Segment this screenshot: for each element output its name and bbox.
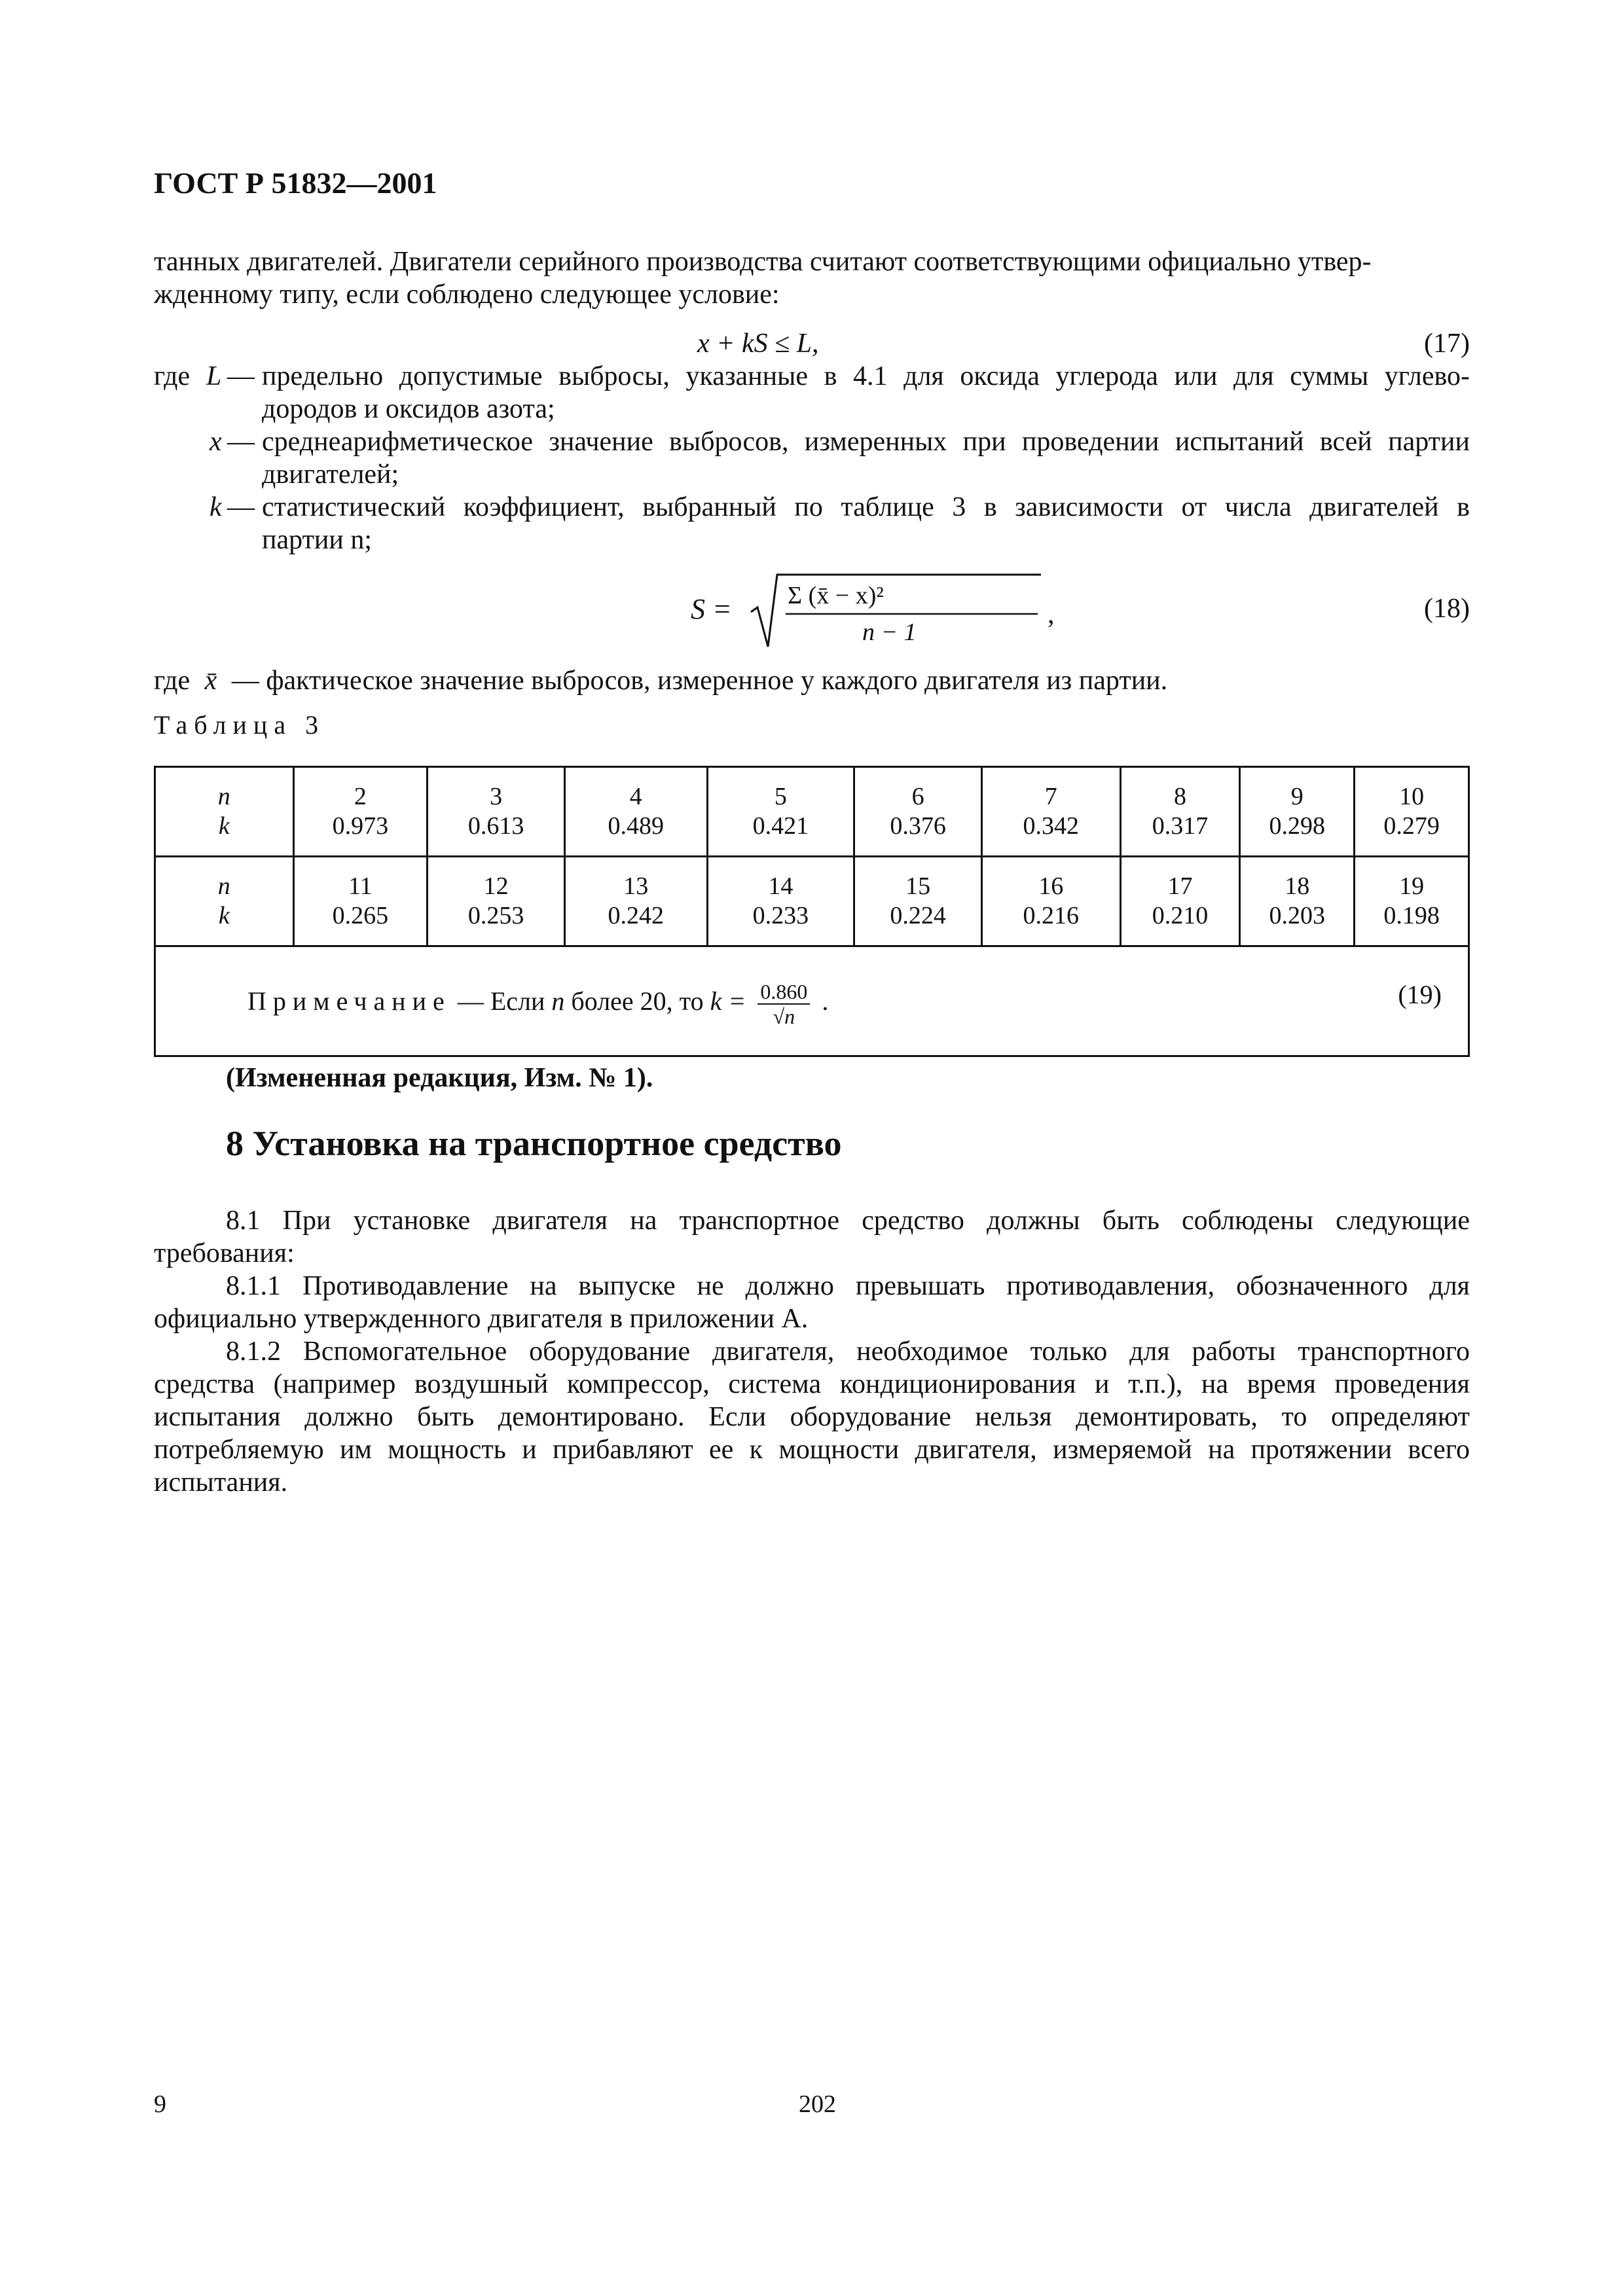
- row-label-cell: [155, 857, 294, 946]
- n-value: 8: [1174, 783, 1187, 810]
- where-list-1: [154, 360, 1470, 556]
- where-desc-x-line2: двигателей;: [262, 459, 399, 490]
- note-text-mid: более 20, то: [571, 986, 704, 1016]
- where-desc-k-line2: партии n;: [262, 525, 373, 555]
- table-cell: [981, 857, 1120, 946]
- k-value: 0.210: [1152, 902, 1209, 929]
- where-dash-k: —: [227, 492, 255, 522]
- equation-18-numerator: Σ (x̄ − x)²: [788, 582, 884, 609]
- n-value: 14: [768, 872, 793, 900]
- document-header: ГОСТ Р 51832—2001: [154, 166, 437, 200]
- k-value: 0.224: [890, 902, 946, 929]
- n-value: 7: [1044, 783, 1057, 810]
- note-var-n: n: [551, 986, 565, 1016]
- where-list-2: [154, 664, 1167, 697]
- k-value: 0.298: [1269, 812, 1326, 840]
- table-cell: [428, 767, 565, 857]
- k-value: 0.242: [608, 902, 664, 929]
- section-8-p2-line2: официально утвержденного двигателя в приложении А.: [154, 1304, 809, 1334]
- n-value: 10: [1399, 783, 1425, 810]
- k-value: 0.279: [1383, 812, 1440, 840]
- table-note-cell: [155, 946, 1469, 1056]
- equation-17: [154, 327, 1470, 360]
- table-cell: [1355, 767, 1469, 857]
- table-cell: [854, 767, 982, 857]
- section-8-p2-line1: 8.1.1 Противодавление на выпуске не должно превышать противодавления, обозначенного для: [226, 1271, 1470, 1301]
- n-value: 15: [905, 872, 931, 900]
- k-value: 0.613: [467, 812, 524, 840]
- table-row: [155, 767, 1469, 857]
- where-dash-x: —: [227, 427, 255, 457]
- table-cell: [1355, 857, 1469, 946]
- page-number-center: 202: [799, 2090, 836, 2118]
- equation-18-number: (18): [1424, 594, 1470, 624]
- where-symbol-L: L: [206, 361, 222, 391]
- note-text-before: — Если: [457, 986, 545, 1016]
- k-value: 0.973: [332, 812, 389, 840]
- n-value: 5: [774, 783, 787, 810]
- where-symbol-x: x: [210, 427, 222, 457]
- equation-18-trail: ,: [1048, 600, 1055, 630]
- k-value: 0.233: [752, 902, 809, 929]
- n-value: 3: [490, 783, 503, 810]
- row-label-k: k: [218, 902, 230, 929]
- table-cell: [564, 857, 707, 946]
- n-value: 17: [1167, 872, 1193, 900]
- table-cell: [564, 767, 707, 857]
- table-cell: [707, 767, 854, 857]
- coefficient-table: [154, 766, 1470, 1057]
- section-8-p3-line3: испытания должно быть демонтировано. Если оборудование нельзя демонтировать, то определяют: [154, 1402, 1470, 1432]
- table-cell: [1240, 767, 1355, 857]
- where-desc-L-line2: дородов и оксидов азота;: [262, 394, 555, 424]
- equation-18-lhs: S =: [691, 593, 732, 625]
- note-label: Примечание: [247, 986, 451, 1016]
- table-note: [247, 980, 828, 1028]
- where2-symbol: x̄: [204, 666, 217, 696]
- k-value: 0.265: [332, 902, 389, 929]
- intro-line-1: танных двигателей. Двигатели серийного производства считают соответствующими официально утвер-: [154, 247, 1372, 277]
- where-desc-L-line1: предельно допустимые выбросы, указанные в 4.1 для оксида углерода или для суммы углево-: [262, 361, 1470, 391]
- k-value: 0.489: [608, 812, 664, 840]
- section-8-p3-line5: испытания.: [154, 1467, 288, 1498]
- section-8-p3-line4: потребляемую им мощность и прибавляют ее к мощности двигателя, измеряемой на протяжении всего: [154, 1435, 1470, 1465]
- table-cell: [1240, 857, 1355, 946]
- section-8-p3-line2: средства (например воздушный компрессор, система кондиционирования и т.п.), на время проведения: [154, 1369, 1470, 1399]
- table-row: [155, 857, 1469, 946]
- equation-17-number: (17): [1424, 329, 1470, 359]
- equation-18: [154, 563, 1470, 655]
- note-denominator: √n: [773, 1005, 795, 1028]
- equation-19-number: (19): [1398, 980, 1442, 1009]
- k-value: 0.421: [752, 812, 809, 840]
- k-value: 0.317: [1152, 812, 1209, 840]
- where2-text: — фактическое значение выбросов, измеренное у каждого двигателя из партии.: [231, 666, 1168, 696]
- table-label: Таблица 3: [154, 710, 325, 740]
- where-symbol-k: k: [210, 492, 222, 522]
- table-cell: [707, 857, 854, 946]
- equation-18-formula: [691, 563, 1057, 655]
- section-8-p1-line1: 8.1 При установке двигателя на транспортное средство должны быть соблюдены следующие: [226, 1206, 1470, 1236]
- equation-17-formula: x + kS ≤ L,: [697, 329, 819, 359]
- where-dash-L: —: [227, 361, 255, 391]
- table-note-row: [155, 946, 1469, 1056]
- n-value: 9: [1290, 783, 1304, 810]
- equation-18-denominator: n − 1: [862, 619, 917, 646]
- n-value: 2: [354, 783, 367, 810]
- table-cell: [1120, 767, 1240, 857]
- row-label-n: n: [217, 783, 230, 810]
- note-trail: .: [822, 986, 829, 1016]
- table-cell: [1120, 857, 1240, 946]
- row-label-n: n: [217, 872, 230, 900]
- k-value: 0.342: [1023, 812, 1080, 840]
- where-desc-k-line1: статистический коэффициент, выбранный по таблице 3 в зависимости от числа двигателей в: [262, 492, 1470, 522]
- n-value: 18: [1285, 872, 1310, 900]
- section-8-p3-line1: 8.1.2 Вспомогательное оборудование двигателя, необходимое только для работы транспортного: [226, 1336, 1470, 1367]
- n-value: 12: [483, 872, 509, 900]
- note-numerator: 0.860: [757, 980, 810, 1005]
- where-desc-x-line1: среднеарифметическое значение выбросов, измеренных при проведении испытаний всей партии: [262, 427, 1470, 457]
- table-cell: [293, 857, 428, 946]
- n-value: 16: [1038, 872, 1064, 900]
- k-value: 0.253: [467, 902, 524, 929]
- intro-line-2: жденному типу, если соблюдено следующее условие:: [154, 279, 780, 310]
- page-number-left: 9: [154, 2090, 166, 2118]
- n-value: 4: [629, 783, 642, 810]
- k-value: 0.203: [1269, 902, 1326, 929]
- where-lead: где: [154, 361, 191, 391]
- k-value: 0.198: [1383, 902, 1440, 929]
- section-8-p1-line2: требования:: [154, 1238, 295, 1268]
- n-value: 6: [911, 783, 924, 810]
- row-label-k: k: [218, 812, 230, 840]
- n-value: 13: [623, 872, 649, 900]
- n-value: 19: [1399, 872, 1425, 900]
- note-var-k: k =: [710, 986, 746, 1016]
- where2-lead: где: [154, 666, 191, 696]
- table-cell: [854, 857, 982, 946]
- note-fraction: [757, 980, 810, 1028]
- table-cell: [293, 767, 428, 857]
- k-value: 0.216: [1023, 902, 1080, 929]
- row-label-cell: [155, 767, 294, 857]
- table-cell: [428, 857, 565, 946]
- table-cell: [981, 767, 1120, 857]
- k-value: 0.376: [890, 812, 946, 840]
- section-title: 8 Установка на транспортное средство: [226, 1124, 842, 1163]
- n-value: 11: [348, 872, 373, 900]
- amendment-note: (Измененная редакция, Изм. № 1).: [226, 1063, 653, 1093]
